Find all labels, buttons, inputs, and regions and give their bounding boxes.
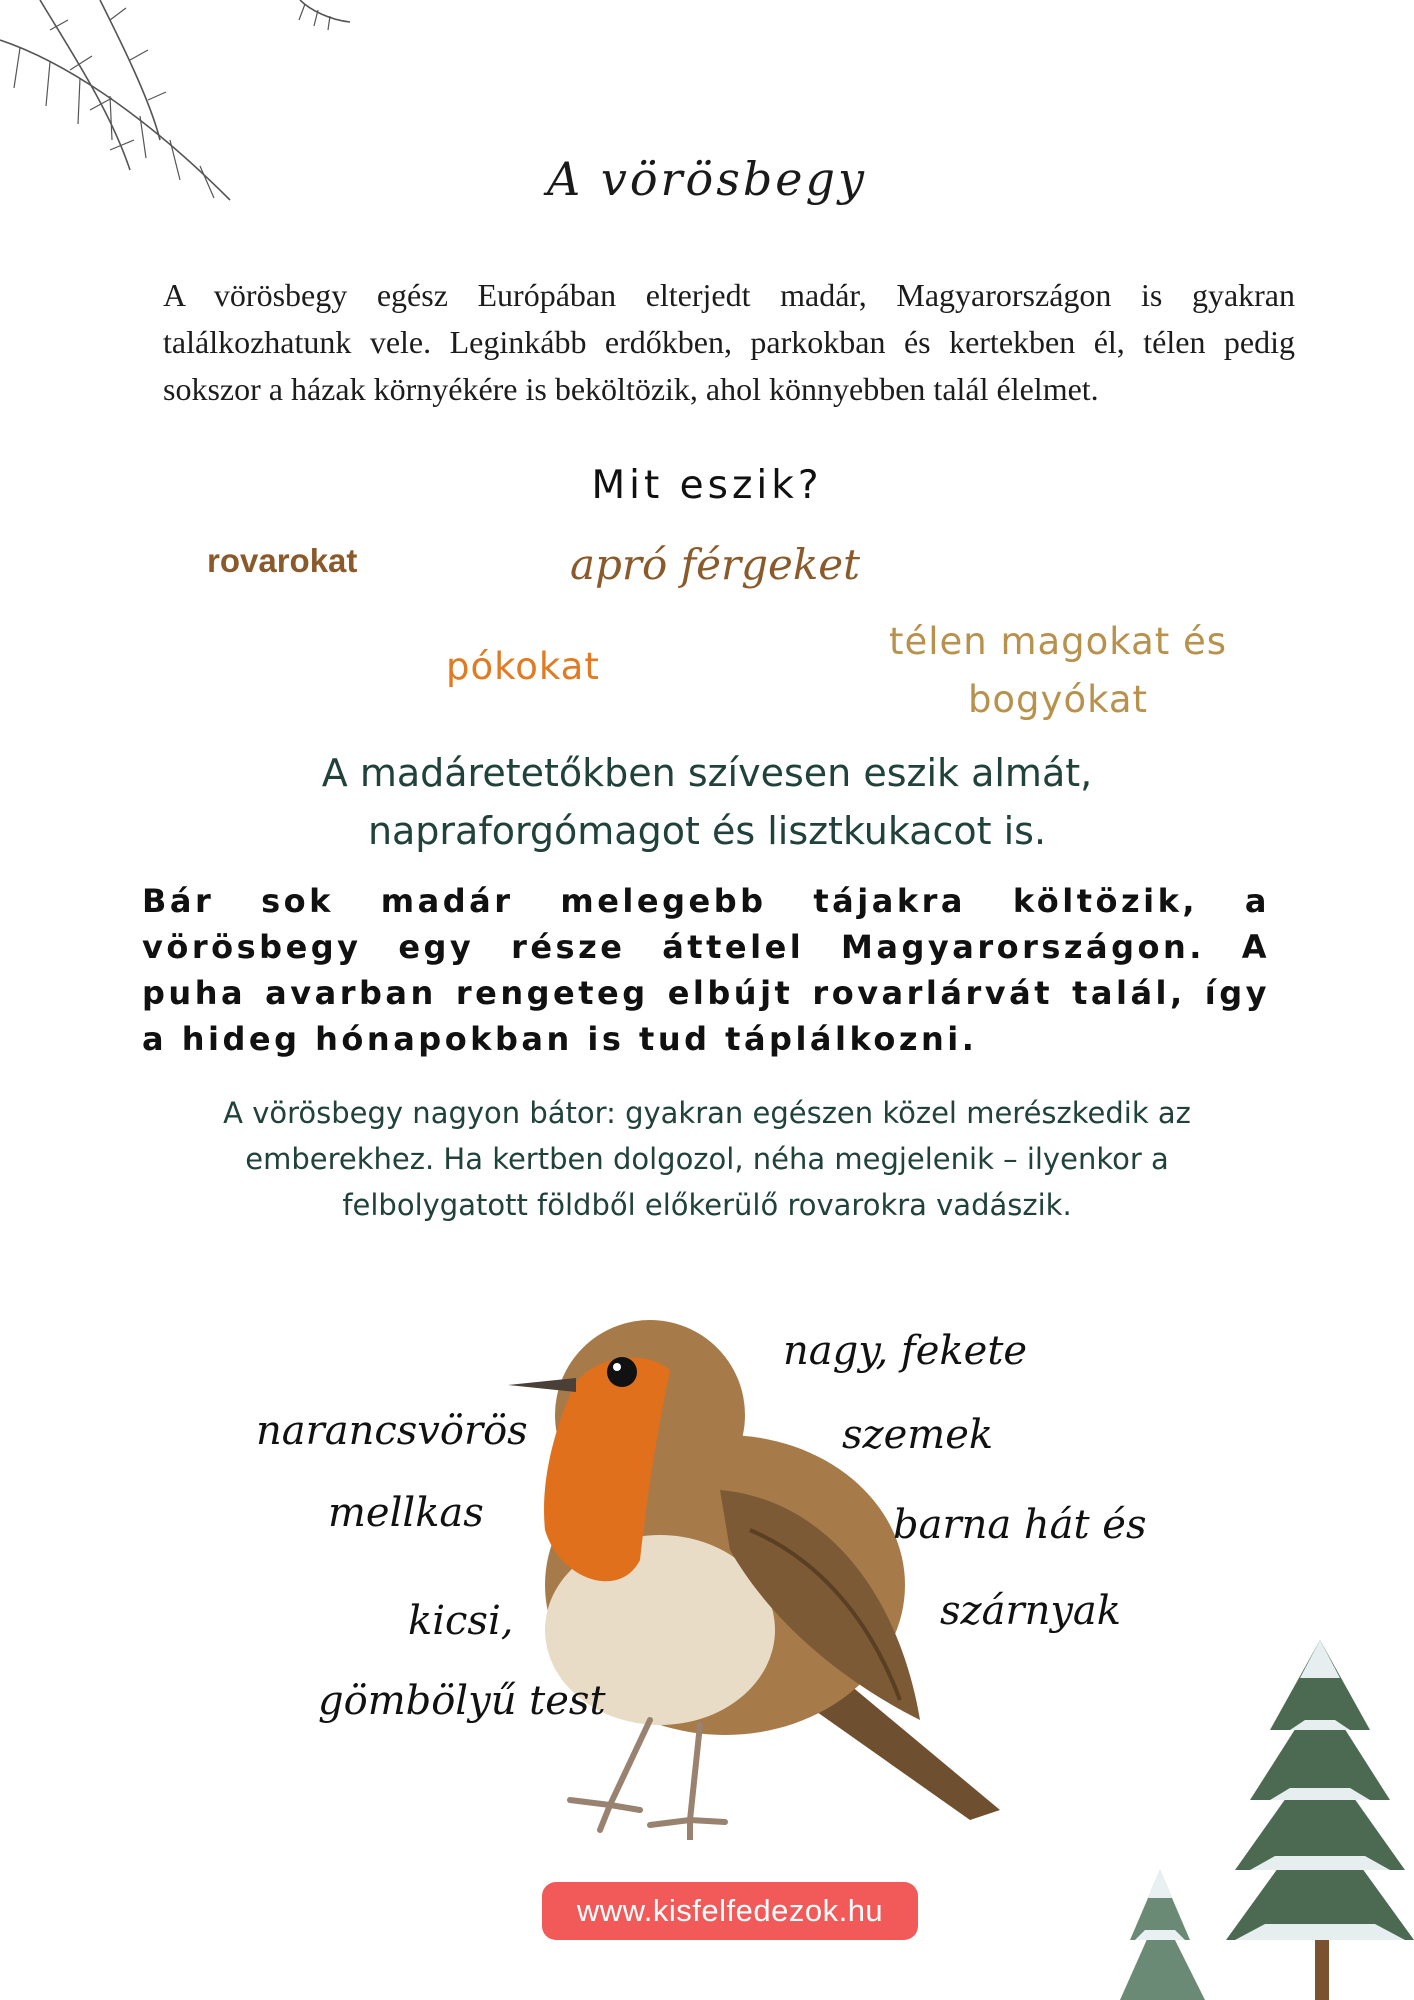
food-item-seeds-line: télen magokat és — [888, 620, 1228, 663]
label-eyes-line-1: nagy, fekete — [783, 1328, 1028, 1374]
label-back-line-1: barna hát és — [893, 1502, 1147, 1548]
label-chest-line-1: narancsvörös — [256, 1408, 528, 1454]
feeder-note-line: napraforgómagot és lisztkukacot is. — [367, 809, 1047, 853]
brave-note-line: felbolygatott földből előkerülő rovarokra vadászik. — [342, 1188, 1072, 1222]
intro-paragraph: A vörösbegy egész Európában elterjedt madár, Magyarországon is gyakran találkozhatunk vele. Leginkább erdőkben, parkokban és kertekben él, télen pedig sokszor a házak környékére is beköltözik, ahol könnyebben talál élelmet. — [163, 277, 1295, 407]
brave-note — [170, 1090, 1244, 1228]
food-heading: Mit eszik? — [591, 463, 823, 508]
website-url-badge[interactable]: www.kisfelfedezok.hu — [542, 1882, 918, 1940]
food-item-worms: apró férgeket — [570, 540, 861, 589]
food-item-insects: rovarokat — [207, 542, 358, 579]
food-item-berries-line: bogyókat — [967, 678, 1149, 721]
brave-note-line: emberekhez. Ha kertben dolgozol, néha megjelenik – ilyenkor a — [245, 1142, 1169, 1176]
label-body-line-1: kicsi, — [408, 1598, 514, 1644]
food-item-seeds-berries — [868, 613, 1248, 729]
robin-illustration — [500, 1300, 1030, 1840]
brave-note-line: A vörösbegy nagyon bátor: gyakran egészen közel merészkedik az — [223, 1096, 1191, 1130]
winter-paragraph: Bár sok madár melegebb tájakra költözik, a vörösbegy egy része áttelel Magyarországon. A puha avarban rengeteg elbújt rovarlárvát talál, így a hideg hónapokban is tud táplálkozni. — [142, 882, 1270, 1058]
feeder-note — [257, 744, 1157, 860]
feeder-note-line: A madáretetőkben szívesen eszik almát, — [321, 751, 1093, 795]
page-title: A vörösbegy — [547, 152, 867, 206]
label-body-line-2: gömbölyű test — [318, 1678, 606, 1724]
food-item-spiders: pókokat — [446, 645, 600, 688]
label-chest-line-2: mellkas — [328, 1490, 484, 1536]
label-eyes-line-2: szemek — [842, 1412, 994, 1458]
pine-branch-illustration — [0, 0, 360, 250]
snowy-pine-trees-illustration — [1120, 1620, 1414, 2000]
label-back-line-2: szárnyak — [940, 1588, 1122, 1634]
